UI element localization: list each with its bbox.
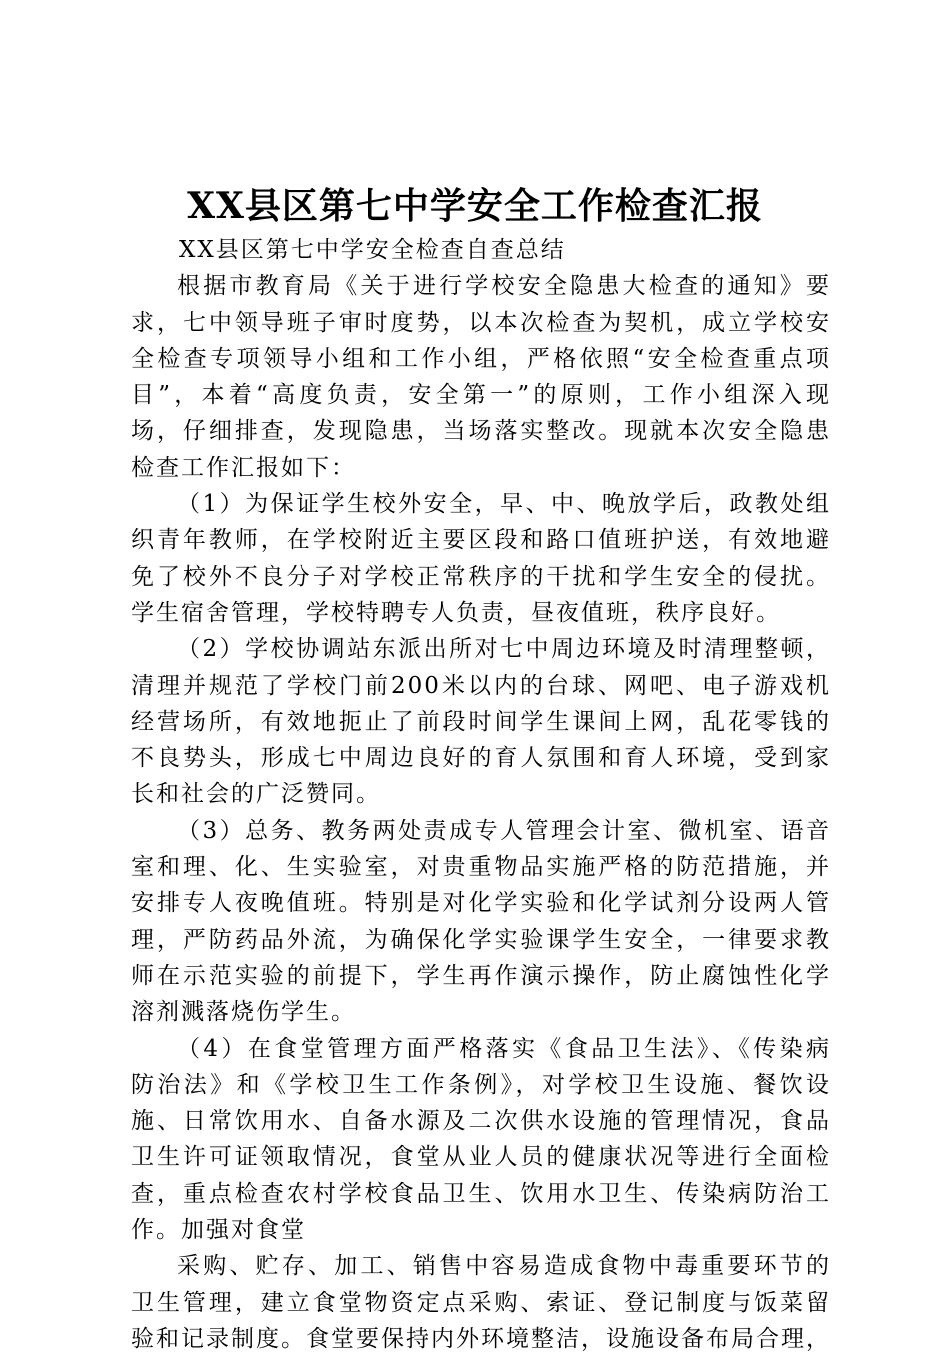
paragraph-line: 卫生管理，建立食堂物资定点采购、索证、登记制度与饭菜留 bbox=[131, 1289, 831, 1316]
paragraph-line: 场，仔细排查，发现隐患，当场落实整改。现就本次安全隐患 bbox=[131, 418, 831, 445]
paragraph-line: 作。加强对食堂 bbox=[131, 1217, 306, 1244]
paragraph-line: （4）在食堂管理方面严格落实《食品卫生法》、《传染病 bbox=[177, 1035, 831, 1062]
paragraph-line: 求，七中领导班子审时度势，以本次检查为契机，成立学校安 bbox=[131, 309, 831, 336]
paragraph-line: 查，重点检查农村学校食品卫生、饮用水卫生、传染病防治工 bbox=[131, 1180, 831, 1207]
paragraph-line: 不良势头，形成七中周边良好的育人氛围和育人环境，受到家 bbox=[131, 745, 831, 772]
paragraph-line: 理，严防药品外流，为确保化学实验课学生安全，一律要求教 bbox=[131, 926, 831, 953]
paragraph-line: （1）为保证学生校外安全，早、中、晚放学后，政教处组 bbox=[177, 491, 831, 518]
paragraph-line: 溶剂溅落烧伤学生。 bbox=[131, 999, 356, 1026]
paragraph-line: 安排专人夜晚值班。特别是对化学实验和化学试剂分设两人管 bbox=[131, 890, 831, 917]
paragraph-line: 目”，本着“高度负责，安全第一”的原则，工作小组深入现 bbox=[131, 382, 831, 409]
paragraph-line: 长和社会的广泛赞同。 bbox=[131, 781, 381, 808]
subtitle-line: XX县区第七中学安全检查自查总结 bbox=[179, 237, 566, 263]
paragraph-line: 经营场所，有效地扼止了前段时间学生课间上网，乱花零钱的 bbox=[131, 708, 831, 735]
paragraph-line: 室和理、化、生实验室，对贵重物品实施严格的防范措施，并 bbox=[131, 854, 831, 881]
paragraph-line: 防治法》和《学校卫生工作条例》，对学校卫生设施、餐饮设 bbox=[131, 1071, 831, 1098]
paragraph-line: 卫生许可证领取情况，食堂从业人员的健康状况等进行全面检 bbox=[131, 1144, 831, 1171]
paragraph-line: （3）总务、教务两处责成专人管理会计室、微机室、语音 bbox=[177, 817, 831, 844]
paragraph-line: 根据市教育局《关于进行学校安全隐患大检查的通知》要 bbox=[177, 273, 831, 300]
paragraph-line: 验和记录制度。食堂要保持内外环境整洁，设施设备布局合理， bbox=[131, 1325, 831, 1352]
paragraph-line: 师在示范实验的前提下，学生再作演示操作，防止腐蚀性化学 bbox=[131, 962, 831, 989]
paragraph-line: （2）学校协调站东派出所对七中周边环境及时清理整顿， bbox=[177, 636, 831, 663]
document-body bbox=[131, 232, 831, 1357]
paragraph-line: 清理并规范了学校门前200米以内的台球、网吧、电子游戏机 bbox=[131, 672, 831, 699]
paragraph-line: 采购、贮存、加工、销售中容易造成食物中毒重要环节的 bbox=[177, 1253, 831, 1280]
paragraph-line: 学生宿舍管理，学校特聘专人负责，昼夜值班，秩序良好。 bbox=[131, 599, 781, 626]
paragraph-line: 免了校外不良分子对学校正常秩序的干扰和学生安全的侵扰。 bbox=[131, 563, 831, 590]
paragraph-line: 施、日常饮用水、自备水源及二次供水设施的管理情况，食品 bbox=[131, 1108, 831, 1135]
paragraph-line: 全检查专项领导小组和工作小组，严格依照“安全检查重点项 bbox=[131, 345, 831, 372]
paragraph-line: 织青年教师，在学校附近主要区段和路口值班护送，有效地避 bbox=[131, 527, 831, 554]
document-title: XX县区第七中学安全工作检查汇报 bbox=[187, 185, 763, 227]
paragraph-line: 检查工作汇报如下： bbox=[131, 454, 356, 481]
